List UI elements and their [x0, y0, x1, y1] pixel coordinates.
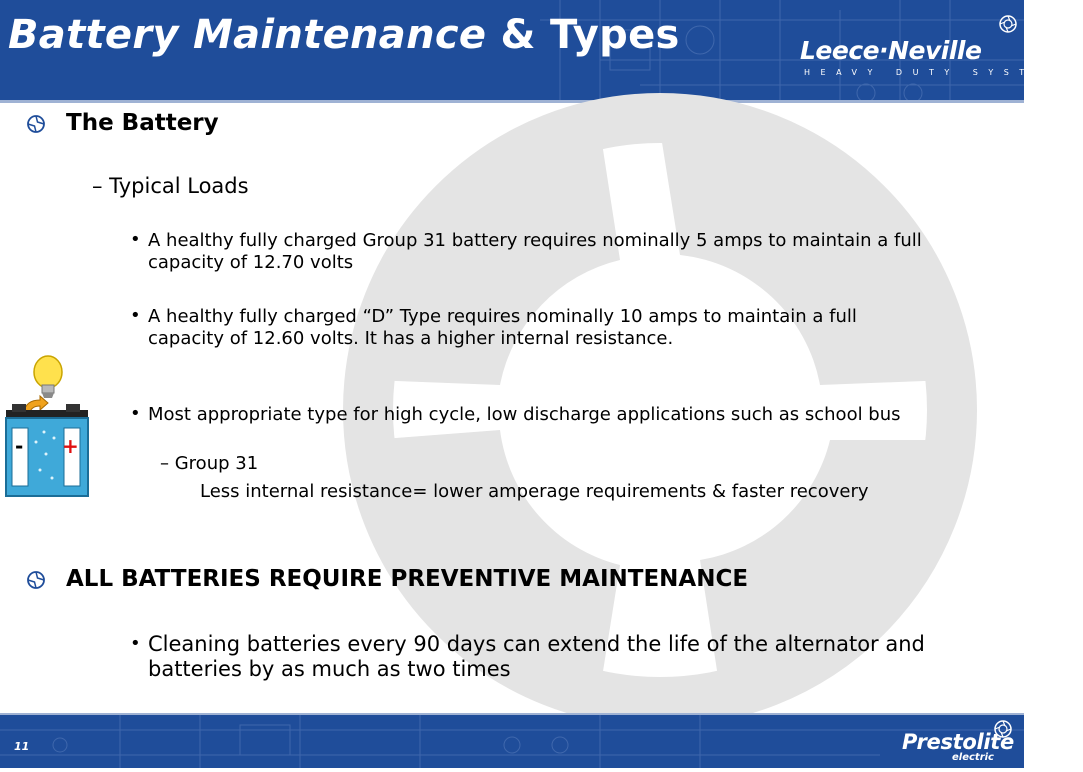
bullet-group31-load: A healthy fully charged Group 31 battery requires nominally 5 amps to maintain a full capacity of 12.70 volts	[148, 230, 922, 273]
battery-minus-label: -	[15, 434, 24, 458]
footer-blueprint-pattern	[0, 715, 1024, 768]
sub-item-group31: – Group 31	[160, 453, 259, 474]
bullet-d-type-load: A healthy fully charged “D” Type requires nominally 10 amps to maintain a full capacity of 12.60 volts. It has a higher internal resistance.	[148, 306, 857, 349]
battery-lightbulb-icon	[2, 352, 94, 500]
prestolite-logo-text: Prestolite	[902, 730, 1014, 754]
footer-band	[0, 715, 1024, 768]
subheading-typical-loads: – Typical Loads	[92, 174, 249, 198]
bullet-cleaning-batteries: Cleaning batteries every 90 days can extend the life of the alternator and batteries by as much as two times	[148, 632, 925, 681]
bullet-high-cycle-application: Most appropriate type for high cycle, low discharge applications such as school bus	[148, 404, 901, 425]
section-heading-the-battery: The Battery	[66, 110, 219, 136]
sub-note-text: Less internal resistance= lower amperage requirements & faster recovery	[200, 481, 869, 502]
bullet-dot: •	[130, 229, 141, 250]
bullet-dot: •	[130, 305, 141, 326]
page-number: 11	[14, 740, 30, 753]
sub-note-internal-resistance	[200, 481, 960, 503]
leece-neville-logo-text: Leece·Neville	[800, 36, 982, 65]
section-bullet-icon	[26, 114, 46, 134]
section-heading-preventive-maintenance: ALL BATTERIES REQUIRE PREVENTIVE MAINTENANCE	[66, 566, 749, 592]
battery-plus-label: +	[62, 434, 79, 458]
bullet-dot: •	[130, 403, 141, 424]
section-bullet-icon	[26, 570, 46, 590]
prestolite-logo-subtext: electric	[952, 752, 994, 763]
title-italic-part: Battery Maintenance	[8, 12, 487, 58]
title-rest-part: & Types	[486, 12, 680, 58]
bullet-dot: •	[130, 633, 141, 654]
leece-neville-tagline: HEAVY DUTY SYSTEMS	[804, 68, 1083, 77]
gear-icon	[993, 719, 1013, 739]
